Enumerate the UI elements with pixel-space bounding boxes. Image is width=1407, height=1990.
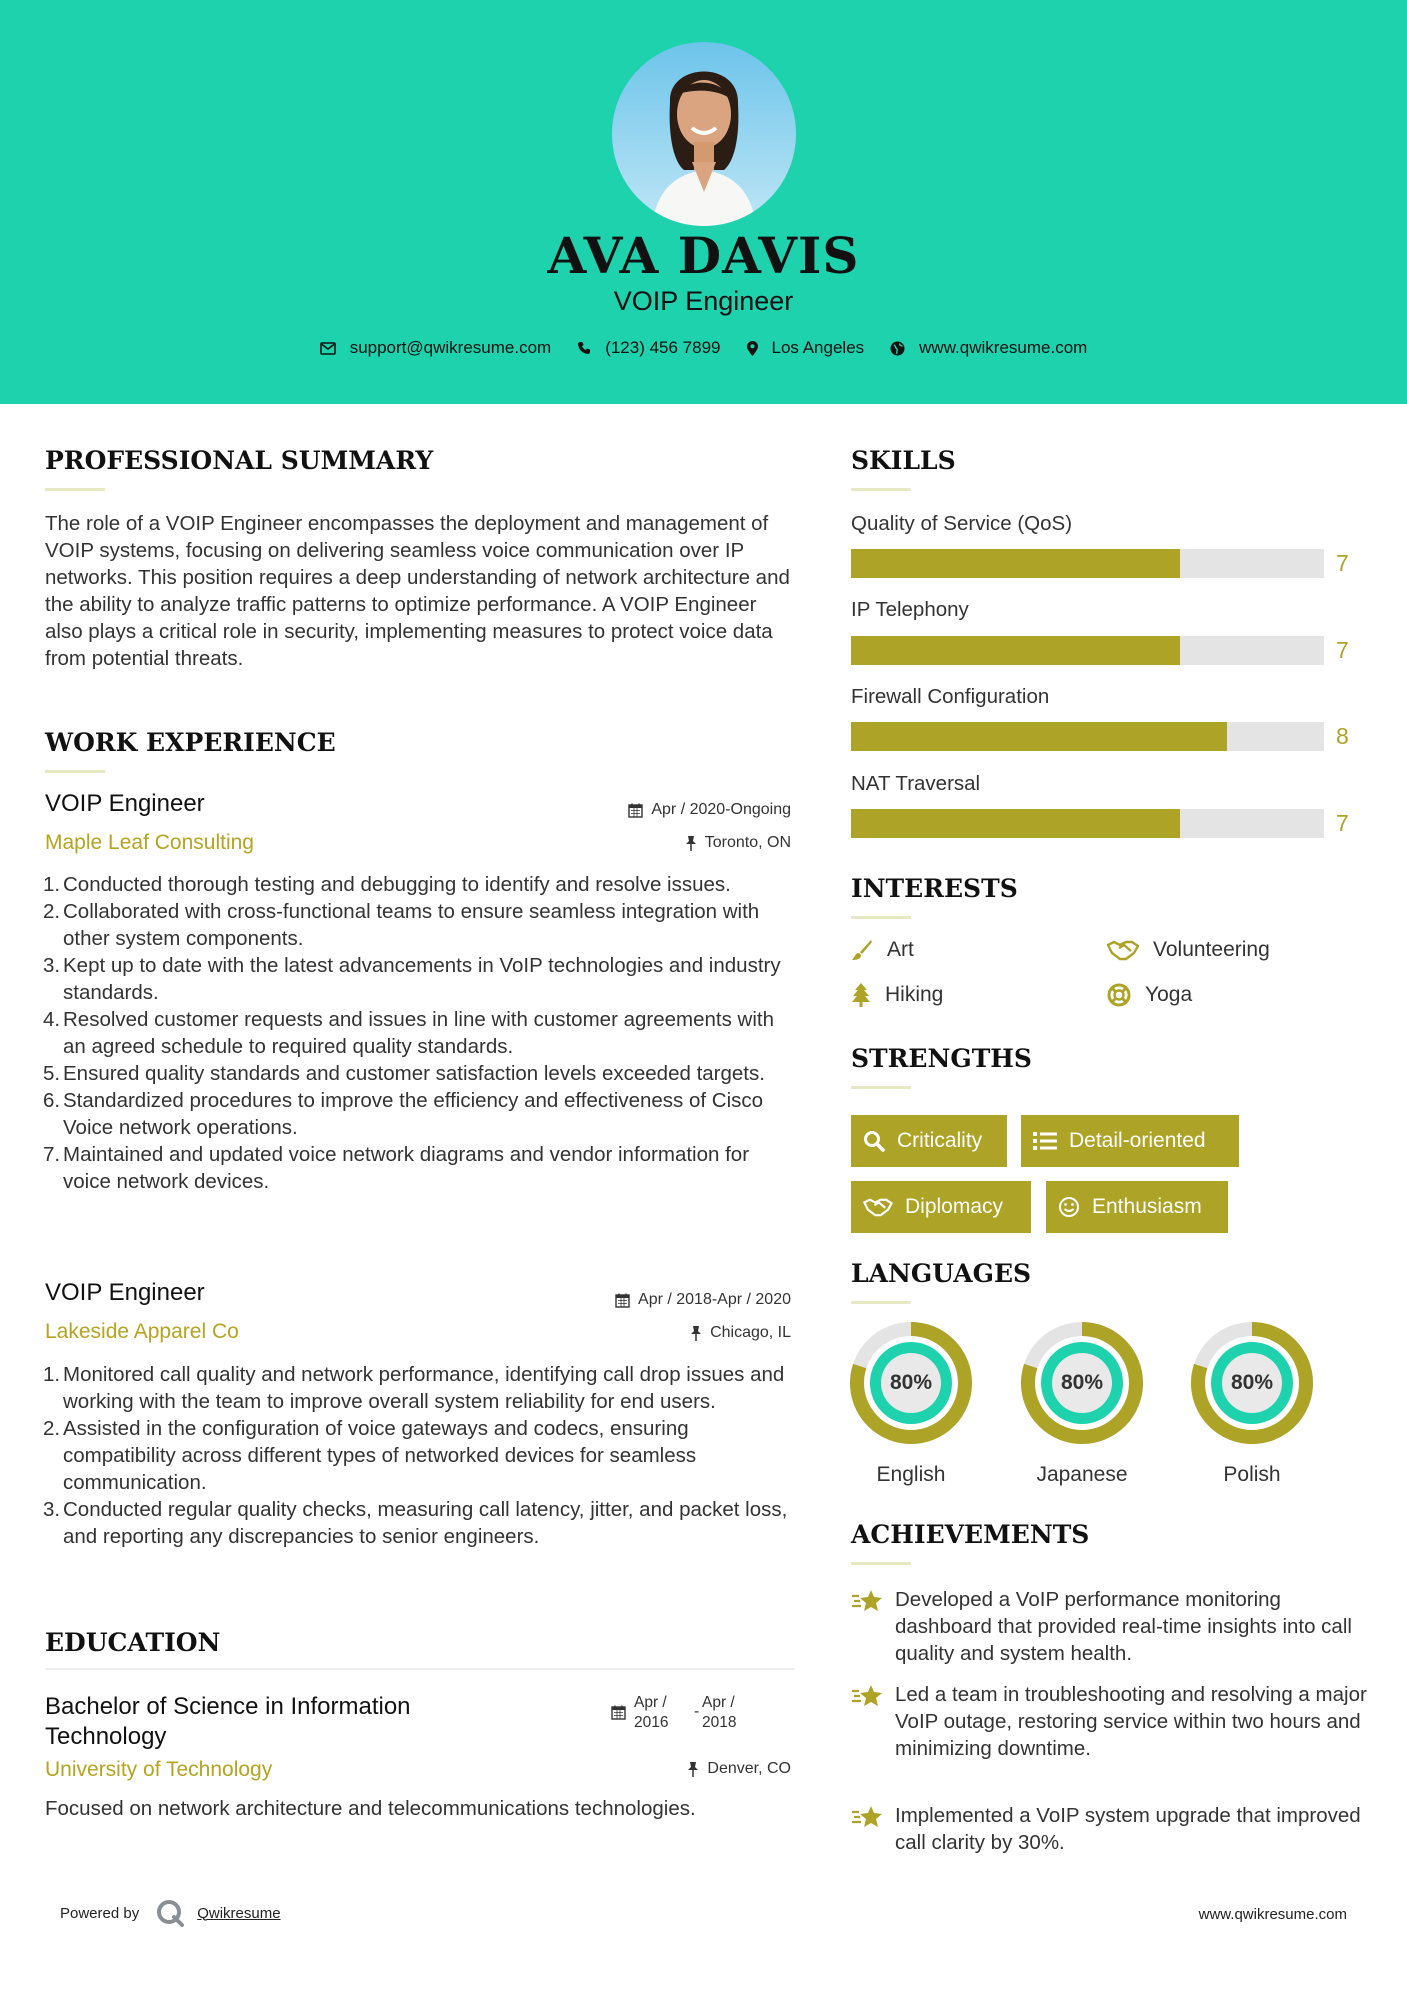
footer-powered-by: Powered by Qwikresume (60, 1898, 281, 1928)
achievements-heading: ACHIEVEMENTS (851, 1520, 1090, 1549)
skill-label: IP Telephony (851, 598, 969, 621)
interest-item: Art (851, 938, 914, 962)
language-item (849, 1321, 973, 1486)
list-item: 3. Conducted regular quality checks, measuring call latency, jitter, and packet loss, and reporting any discrepancies to senior engineers. (43, 1498, 788, 1548)
skill-bar (851, 549, 1324, 578)
strength-chip: Detail-oriented (1021, 1115, 1239, 1167)
summary-heading: PROFESSIONAL SUMMARY (45, 446, 434, 475)
skill-bar-fill (851, 636, 1180, 665)
degree-title: Bachelor of Science in Information Technology (45, 1693, 411, 1750)
search-icon (863, 1130, 885, 1152)
phone-text: (123) 456 7899 (605, 338, 721, 357)
envelope-icon (320, 342, 336, 355)
company-name: Lakeside Apparel Co (45, 1320, 239, 1343)
education-location-text: Denver, CO (707, 1760, 791, 1777)
job-title: VOIP Engineer (45, 790, 205, 817)
strength-chip: Criticality (851, 1115, 1007, 1167)
work-heading: WORK EXPERIENCE (45, 728, 336, 757)
lifebuoy-icon (1107, 983, 1131, 1007)
skill-bar (851, 809, 1324, 838)
calendar-icon (615, 1293, 630, 1308)
candidate-title: VOIP Engineer (613, 286, 794, 316)
skill-score: 7 (1336, 550, 1349, 576)
contact-location (747, 338, 865, 358)
list-icon (1033, 1131, 1057, 1151)
summary-text: The role of a VOIP Engineer encompasses the deployment and management of VOIP systems, focusing on delivering seamless voice communication over IP networks. This position requires a deep understanding of network architecture and the ability to analyze traffic patterns to optimize performance. A VOIP Engineer also plays a critical role in security, implementing measures to protect voice data from potential threats. (45, 512, 790, 670)
language-name: English (876, 1463, 946, 1486)
interest-item: Hiking (851, 983, 943, 1007)
achievement-item: Led a team in troubleshooting and resolving a major VoIP outage, restoring service within two hours and minimizing downtime. (851, 1681, 1371, 1762)
job-location (685, 834, 791, 852)
calendar-icon (611, 1705, 626, 1720)
list-item: 7. Maintained and updated voice network diagrams and vendor information for voice network devices. (43, 1143, 750, 1193)
qwikresume-logo-icon (155, 1898, 185, 1928)
website-text: www.qwikresume.com (919, 338, 1088, 357)
job-location (690, 1324, 791, 1342)
skills-underline (851, 488, 911, 491)
education-date: Apr / 2016 - Apr / 2018 (611, 1693, 736, 1733)
job-date (628, 801, 791, 819)
strengths-heading: STRENGTHS (851, 1044, 1032, 1073)
list-item: 4. Resolved customer requests and issues in line with customer agreements with an agreed schedule to required quality standards. (43, 1008, 774, 1058)
list-item: 3. Kept up to date with the latest advancements in VoIP technologies and industry standards. (43, 954, 781, 1004)
brush-icon (851, 939, 873, 961)
tree-icon (851, 983, 871, 1007)
job-title: VOIP Engineer (45, 1279, 205, 1306)
skill-bar (851, 722, 1324, 751)
education-heading: EDUCATION (45, 1628, 221, 1657)
handshake-icon (863, 1197, 893, 1217)
skill-score: 7 (1336, 810, 1349, 836)
phone-icon (577, 341, 591, 355)
interest-item: Yoga (1107, 983, 1192, 1007)
smile-icon (1058, 1196, 1080, 1218)
shooting-star-icon (851, 1681, 895, 1762)
job-location-text: Toronto, ON (704, 834, 791, 851)
company-name: Maple Leaf Consulting (45, 831, 254, 854)
list-item: 2. Assisted in the configuration of voice gateways and codecs, ensuring compatibility across different types of networked devices for seamless communication. (43, 1417, 697, 1494)
job-date-text: Apr / 2020-Ongoing (651, 801, 791, 818)
profile-photo (612, 42, 796, 226)
languages-underline (851, 1301, 911, 1304)
footer-website[interactable]: www.qwikresume.com (1198, 1906, 1347, 1923)
language-percent: 80% (1230, 1371, 1274, 1394)
list-item: 6. Standardized procedures to improve the efficiency and effectiveness of Cisco Voice network operations. (43, 1089, 764, 1139)
shooting-star-icon (851, 1802, 895, 1856)
skill-bar-fill (851, 722, 1227, 751)
list-item: 1. Conducted thorough testing and debugging to identify and resolve issues. (43, 873, 731, 896)
skill-score: 8 (1336, 723, 1349, 749)
pushpin-icon (690, 1326, 702, 1341)
education-description: Focused on network architecture and telecommunications technologies. (45, 1797, 696, 1820)
interests-underline (851, 916, 911, 919)
contact-email[interactable] (320, 338, 552, 358)
candidate-name: AVA DAVIS (547, 226, 860, 285)
language-name: Japanese (1036, 1463, 1128, 1486)
list-item: 2. Collaborated with cross-functional teams to ensure seamless integration with other system components. (43, 900, 760, 950)
skill-bar-fill (851, 549, 1180, 578)
job-date (615, 1291, 791, 1309)
strengths-underline (851, 1086, 911, 1089)
strength-chip: Diplomacy (851, 1181, 1031, 1233)
interest-item: Volunteering (1107, 938, 1270, 962)
language-percent: 80% (889, 1371, 933, 1394)
globe-icon (890, 341, 905, 356)
work-underline (45, 770, 105, 773)
shooting-star-icon (851, 1586, 895, 1667)
pushpin-icon (687, 1762, 699, 1777)
achievements-underline (851, 1562, 911, 1565)
education-divider (45, 1668, 795, 1670)
location-text: Los Angeles (771, 338, 865, 357)
job-location-text: Chicago, IL (710, 1324, 791, 1341)
contact-bar (0, 338, 1407, 358)
pushpin-icon (685, 836, 697, 851)
summary-underline (45, 488, 105, 491)
contact-phone[interactable] (577, 338, 720, 358)
job-duties-list (45, 1361, 795, 1550)
school-name: University of Technology (45, 1758, 273, 1781)
map-pin-icon (747, 341, 758, 356)
handshake-icon (1107, 939, 1139, 961)
language-item (1190, 1321, 1314, 1486)
skill-label: Firewall Configuration (851, 685, 1050, 708)
achievement-item: Developed a VoIP performance monitoring dashboard that provided real-time insights into call quality and system health. (851, 1586, 1371, 1667)
email-text: support@qwikresume.com (349, 338, 552, 357)
job-duties-list (45, 871, 795, 1195)
strength-chip: Enthusiasm (1046, 1181, 1228, 1233)
qwikresume-link[interactable]: Qwikresume (197, 1904, 281, 1922)
skill-label: NAT Traversal (851, 772, 981, 795)
list-item: 1. Monitored call quality and network performance, identifying call drop issues and working with the team to improve overall system reliability for end users. (43, 1363, 785, 1413)
list-item: 5. Ensured quality standards and customer satisfaction levels exceeded targets. (43, 1062, 765, 1085)
skill-bar (851, 636, 1324, 665)
skills-heading: SKILLS (851, 446, 956, 475)
language-name: Polish (1223, 1463, 1281, 1486)
skill-label: Quality of Service (QoS) (851, 512, 1073, 535)
skill-score: 7 (1336, 637, 1349, 663)
languages-heading: LANGUAGES (851, 1259, 1032, 1288)
calendar-icon (628, 803, 643, 818)
contact-website[interactable] (890, 338, 1087, 358)
language-item (1020, 1321, 1144, 1486)
education-location (687, 1760, 791, 1778)
interests-heading: INTERESTS (851, 874, 1018, 903)
achievement-item: Implemented a VoIP system upgrade that improved call clarity by 30%. (851, 1802, 1371, 1856)
skill-bar-fill (851, 809, 1180, 838)
job-date-text: Apr / 2018-Apr / 2020 (638, 1291, 791, 1308)
resume-header (0, 0, 1407, 404)
language-percent: 80% (1060, 1371, 1104, 1394)
